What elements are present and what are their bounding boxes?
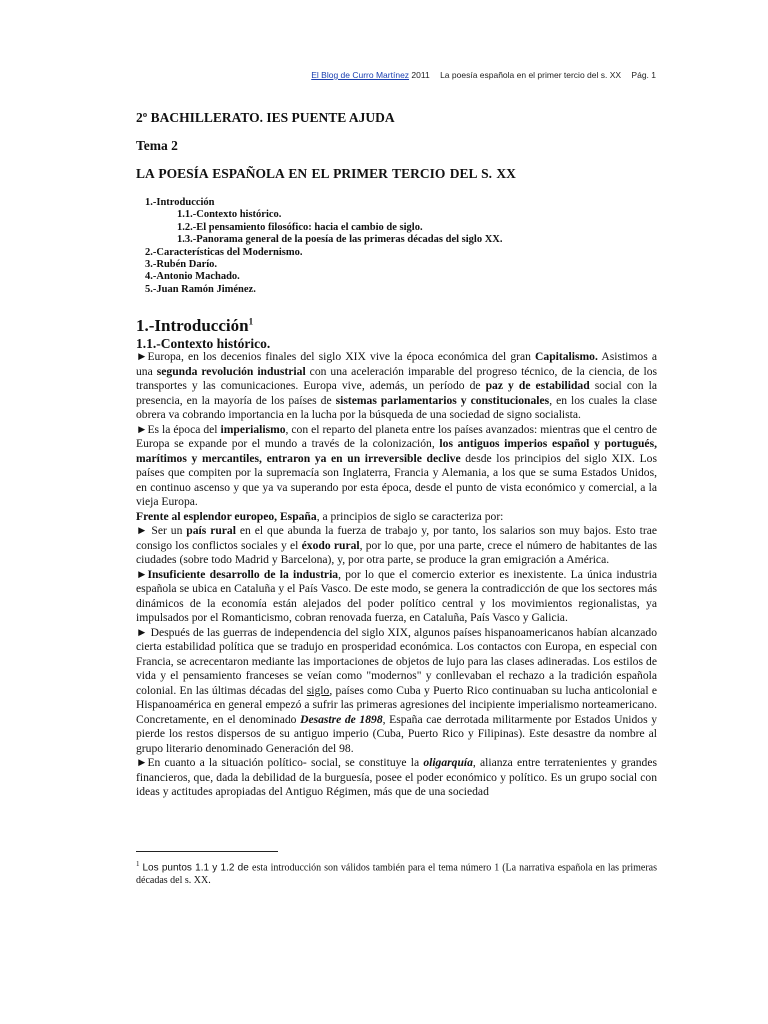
paragraph [136,423,657,510]
text-run: , por lo que el comercio exterior es inexistente. La única industria española se ubica en Cataluña y el País Vasco. De este modo, se genera la contradicción de que los sectores más dinámicos de la economía están alejados del poder político central y los movimientos regionalistas, ya impulsados por el Romanticismo, cobran renovada fuerza, en Cataluña, País Vasco y Galicia. [136,567,657,624]
header-page-number: Pág. 1 [631,70,656,80]
text-run: ►En cuanto a la situación político- social, se constituye la [136,756,424,769]
toc-item: 1.2.-El pensamiento filosófico: hacia el cambio de siglo. [177,221,423,233]
text-run: , con el reparto del planeta entre los países avanzados: mientras que el centro de Europa se expande por el mundo a través de la colonización, [136,422,657,450]
footnote-text: esta introducción son válidos también para el tema número 1 (La narrativa española en las primeras décadas del s. XX. [136,862,657,887]
subsection-heading: 1.1.-Contexto histórico. [136,336,271,351]
emphasis: oligarquía [423,756,473,769]
toc-item: 5.-Juan Ramón Jiménez. [145,283,256,295]
text-run: , en los cuales la clase obrera va cobrando importancia en la lucha por la búsqueda de una sociedad de signo socialista. [136,393,657,421]
toc-item: 1.1.-Contexto histórico. [177,209,282,221]
bold-text: imperialismo [220,422,286,436]
underlined-text: siglo [306,683,330,697]
emphasis: Desastre de 1898 [300,712,383,726]
toc-item: 2.-Características del Modernismo. [145,246,303,258]
toc-item: 4.-Antonio Machado. [145,271,240,283]
section-heading: 1.-Introducción$^1$ [136,316,254,335]
footnote [136,858,657,887]
footnote-reference: 1 [248,316,254,327]
text-run: con una aceleración imparable del progreso técnico, de la ciencia, de los transportes y las comunicaciones. Europa vive, además, un período de [136,364,658,392]
header-doc-title: La poesía española en el primer tercio del s. XX [440,70,622,80]
paragraph [136,350,657,423]
table-of-contents [145,197,502,296]
bold-text [423,756,473,769]
bold-text: país rural [186,524,236,537]
page-header [0,70,656,80]
bold-text: segunda revolución industrial [156,364,306,378]
footnote-divider [136,851,278,852]
text-run: ►Europa, en los decenios finales del siglo XIX vive la época económica del gran [136,350,536,363]
paragraph [136,524,657,568]
toc-item: 3.-Rubén Darío. [145,259,218,271]
paragraph [136,756,657,800]
paragraph [136,626,657,757]
course-title: 2º BACHILLERATO. IES PUENTE AJUDA [136,110,395,125]
bold-text: paz y de estabilidad [485,379,590,392]
text-run: , a principios de siglo se caracteriza por: [316,509,504,523]
bold-text: Frente al esplendor europeo, España [136,509,317,523]
text-run: , España cae derrotada militarmente por Estados Unidos y pierde los restos dispersos de su antiguo imperio (Cuba, Puerto Rico y Filipinas). Este desastre da nombre al grupo literario denominado Generación del 98. [136,712,658,755]
toc-item: 1.-Introducción [145,197,215,208]
paragraph [136,510,657,525]
text-run: desde los principios del siglo XIX. Los países que compiten por la supremacía son Inglaterra, Francia y Alemania, a los que se suma Estados Unidos, en continuo ascenso y que ya va superando por esta época, desde el punto de vista económico y comercial, a la vieja Europa. [136,451,657,508]
bold-text: Capitalismo. [535,350,598,363]
text-run: , alianza entre terratenientes y grandes financieros, que, dada la debilidad de la burguesía, posee el poder económico y político. Es un grupo social con ideas y actitudes apropiadas del Antiguo Régimen, más que de una sociedad [136,756,657,798]
bold-text: sistemas parlamentarios y constitucionales [335,393,550,407]
bold-text [300,713,383,726]
toc-item: 1.3.-Panorama general de la poesía de las primeras décadas del siglo XX. [177,234,503,246]
text-run: Asistimos a una [136,350,657,378]
text-run: ►Es la época del [136,422,221,436]
footnote-lead: Los puntos 1.1 y 1.2 de [142,862,253,874]
bold-text: éxodo rural [301,538,360,552]
bold-text: ►Insuficiente desarrollo de la industria [136,567,339,581]
body-text [136,350,657,800]
header-year: 2011 [411,70,430,80]
text-run: , por lo que, por una parte, crece el número de habitantes de las ciudades (sobre todo Madrid y Barcelona), y, por otra parte, se produce la gran emigración a América. [136,538,657,566]
text-run: ► Ser un [136,524,187,537]
topic-number: Tema 2 [136,138,178,153]
document-title: LA POESÍA ESPAÑOLA EN EL PRIMER TERCIO DEL S. XX [136,166,516,181]
text-run: en el que abunda la fuerza de trabajo y, por tanto, los salarios son muy bajos. Esto trae consigo los conflictos sociales y el [136,524,657,552]
paragraph [136,568,657,626]
bold-text: los antiguos imperios español y portugués, marítimos y mercantiles, entraron ya en un irreversible declive [136,437,657,465]
blog-link[interactable]: El Blog de Curro Martínez [311,70,410,80]
text-run: social con la presencia, en la mayoría de los países de [136,379,657,407]
footnote-mark: 1 [136,860,140,868]
text-run: ► Después de las guerras de independencia del siglo XIX, algunos países hispanoamericanos habían alcanzado cierta estabilidad política que se tradujo en prosperidad económica. Los contactos con Europa, en especial con Francia, se acrecentaron mediante las importaciones de objetos de lujo para las clases adineradas. Los estilos de vida y el pensamiento franceses se veían como "modernos" y conllevaban el rechazo a la tradición española colonial. En las últimas décadas del [136,625,657,697]
text-run: , países como Cuba y Puerto Rico continuaban su lucha anticolonial e Hispanoamérica en general empezó a sufrir las primeras agresiones del incipiente imperialismo norteamericano. Concretamente, en el denominado [136,683,657,726]
